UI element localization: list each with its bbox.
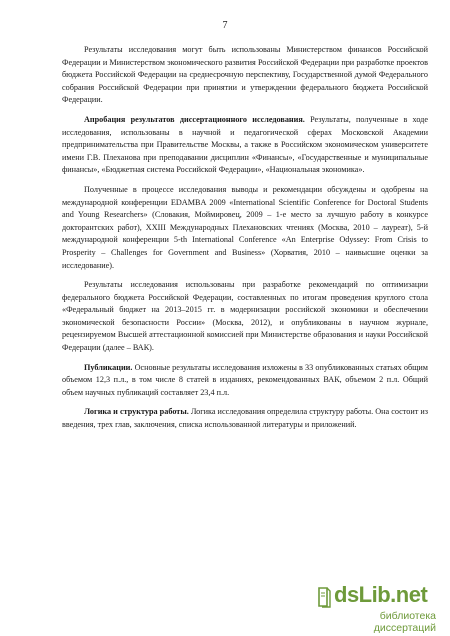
paragraph-roundtable [62,279,428,355]
document-body [62,44,428,439]
watermark-subtitle: библиотека диссертаций [373,610,436,634]
paragraph-approbation [62,114,428,177]
paragraph-text: Результаты исследования могут быть использованы Министерством финансов Российской Федерации и Министерством экономического развития Российской Федерации при разработке проектов бюджета Российской Федерации на среднесрочную перспективу, Государственной думой Федерального собрания Российской Федерации при принятии и утверждении федерального бюджета Российской Федерации. [62,45,428,105]
paragraph-publications [62,362,428,400]
paragraph-structure [62,406,428,431]
paragraph-text: Результаты исследования использованы при разработке рекомендаций по оптимизации федерального бюджета Российской Федерации, составленных по итогам проведения круглого стола «Федеральный бюджет на 2013–2015 гг. в модернизации российской экономики и обеспечении экономической безопасности России» (Москва, 2012), и опубликованы в научном журнале, рецензируемом Высшей аттестационной комиссией при Министерстве образования и науки Российской Федерации (далее – ВАК). [62,280,428,353]
paragraph-conferences [62,184,428,272]
paragraph-lead: Логика и структура работы. [84,407,189,417]
paragraph-text: Полученные в процессе исследования выводы и рекомендации обсуждены и одобрены на международной конференции EDAMBA 2009 «International Scientific Conference for Doctoral Students and Young Researchers» (Словакия, Моймировец, 2009 – 1-е место за лучшую работу в конкурсе докторантских работ), XXIII Международных Плехановских чтениях (Москва, 2010 – лауреат), 5-й международной конференции 5-th International Conference «An Enterprise Odyssey: From Crisis to Prosperity – Challenges for Government and Business» (Хорватия, 2010 – наивысшие оценки за исследование). [62,184,428,270]
watermark-logo-text: dsLib.net [334,582,428,607]
page-number: 7 [222,20,228,31]
paragraph-lead: Апробация результатов диссертационного исследования. [84,114,305,124]
paragraph-lead: Публикации. [84,362,133,372]
paragraph-usage [62,44,428,107]
dslib-watermark-link[interactable] [316,582,436,634]
book-icon [316,586,332,608]
paragraph-text: Результаты, полученные в ходе исследования, использованы в научной и педагогической сферах Московской Академии предпринимательства при Правительстве Москвы, а также в Российском экономическом университете имени Г.В. Плеханова при преподавании дисциплин «Финансы», «Государственные и муниципальные финансы», «Бюджетная система Российской Федерации», «Национальная экономика». [62,114,428,175]
paragraph-text: Основные результаты исследования изложены в 33 опубликованных статьях общим объемом 12,3 п.л., в том числе 8 статей в изданиях, рекомендованных ВАК, объемом 2 п.л. Общий объем научных публикаций составляет 23,4 п.л. [62,362,428,397]
paragraph-text: Логика исследования определила структуру работы. Она состоит из введения, трех глав, заключения, списка использованной литературы и приложений. [62,407,428,430]
